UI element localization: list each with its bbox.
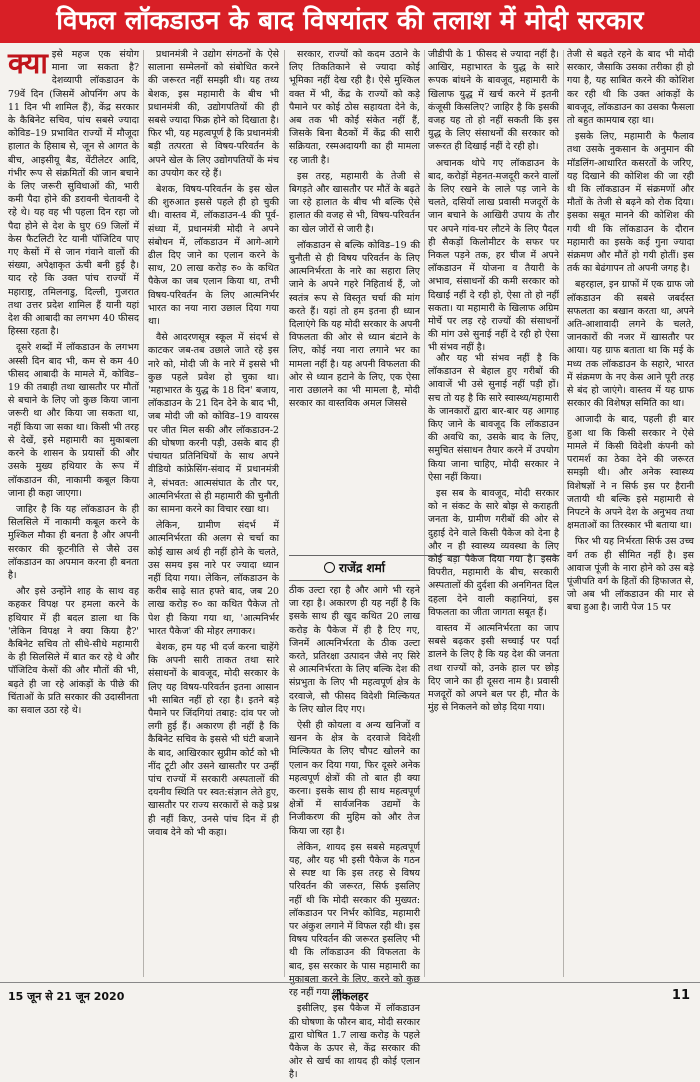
drop-cap: क्या (8, 46, 48, 80)
paragraph: लेकिन, शायद इस सबसे महत्वपूर्ण यह, और यह भी इसी पैकेज के गठन से स्पष्ट था कि इस तरह से विषय परिवर्तन की जरूरत, सिर्फ इसलिए नहीं थी कि मोदी सरकार की मुख्यत: लॉकडाउन पर निर्भर कोविड, महामारी पर अंकुश लगाने में विफल रही थी। इस विषय परिवर्तन की जरूरत इसलिए भी थी कि लॉकडाउन की विफलता के बाद, इस सरकार के पास महामारी का मुकाबला करने के लिए, करने को कुछ रह नहीं गया था। (289, 841, 421, 999)
page-number: 11 (671, 988, 690, 1003)
paragraph: और यह भी संभव नहीं है कि लॉकडाउन से बेहाल हुए गरीबों की आवाजें भी उसे सुनाई नहीं पड़ी हों। सच तो यह है कि सारे स्वास्थ्य/महामारी के जानकारों द्वारा बार-बार यह आगाह किए जाने के बावजूद कि लॉकडाउन की अवधि का, उसके बाद के लिए, समुचित संसाधन तैयार करने में उपयोग किया जाना चाहिए, मोदी सरकार ने ऐसा नहीं किया। (428, 353, 559, 483)
paragraph: और इसे उन्होंने शाह के साथ वह कहकर विपक्ष पर हमला करने के हथियार में ही बदल डाला था कि 'लेकिन विपक्ष ने क्या किया है?' कैबिनेट सचिव तो सीधे-सीधे महामारी के ही सिलसिले में बात कर रहे थे और पॉजिटिव केसों की और मौतों की भी, बढ़ते ही जा रहे आंकड़ों के पीछे की चिंताओं के प्रति सरकार की उदासीनता का सवाल उठा रहे थे। (8, 586, 139, 716)
page-footer (0, 982, 700, 1011)
paragraph: बहरहाल, इन ग्राफों में एक ग्राफ जो लॉकडाउन की सबसे जबर्दस्त सफलता का बखान करता था, अपने अति-आशावादी लगने के चलते, जानकारों की नजर में खासतौर पर आया। यह ग्राफ बताता था कि मई के मध्य तक लॉकडाउन के सहारे, भारत में संक्रमण के नए केस आने पूरी तरह से बंद हो जाएंगे। वास्तव में यह ग्राफ सरकार की विशेषज्ञ समिति का था। (567, 279, 694, 410)
article-column-3-top (289, 48, 420, 410)
paragraph: इस तरह, महामारी के तेजी से बिगड़ते और खासतौर पर मौतें के बढ़ते जा रहे हालात के बीच भी बल्कि ऐसे हालात की वजह से भी, विषय-परिवर्तन का खेल जोरों से जारी है। (289, 170, 420, 235)
paragraph: लेकिन, ग्रामीण संदर्भ में आत्मनिर्भरता की अलग से चर्चा का कोई खास अर्थ ही नहीं होने के चलते, उस समय इस नारे पर ज्यादा ध्यान नहीं दिया गया। लेकिन, लॉकडाउन के करीब साढ़े सात हफ्ते बाद, जब 20 लाख करोड़ रु० का कथित पैकेज तो पेश ही किया गया था, 'आत्मनिर्भर भारत पैकेज' की मोहर लगाकर। (148, 520, 279, 637)
publication-name: लोकलहर (331, 990, 369, 1003)
paragraph: प्रधानमंत्री ने उद्योग संगठनों के ऐसे सालाना सम्मेलनों को संबोधित करने की जरूरत नहीं समझी थी। यह तथ्य बेशक, इस महामारी के बीच भी प्रधानमंत्री की, उद्योगपतियों की ही सबसे ज्यादा फिक्र होने को दिखाता है। फिर भी, यह महत्वपूर्ण है कि प्रधानमंत्री बड़ी तत्परता से विषय-परिवर्तन के अपने खेल के लिए उद्योगपतियों के मंच का उपयोग कर रहे हैं। (148, 49, 279, 179)
paragraph: बेशक, विषय-परिवर्तन के इस खेल की शुरुआत इससे पहले ही हो चुकी थी। वास्तव में, लॉकडाउन-4 की पूर्व-संध्या में, प्रधानमंत्री मोदी ने अपने संबोधन में, लॉकडाउन में आगे-आगे ढील दिए जाने का एलान करने के साथ, 20 लाख करोड़ रु० के कथित पैकेज का जब एलान किया था, तभी विषय-परिवर्तन के लिए आत्मनिर्भर भारत का नया नारा उछाल दिया गया था। (148, 184, 279, 328)
byline-circle-icon (324, 562, 335, 573)
issue-date: 15 जून से 21 जून 2020 (8, 990, 125, 1003)
paragraph: इसीलिए, इस पैकेज में लॉकडाउन की घोषणा के फौरन बाद, मोदी सरकार द्वारा घोषित 1.7 लाख करोड़ के पहले पैकेज के ऊपर से, केंद्र सरकार की ओर से खर्च का शायद ही कोई एलान है। (289, 1003, 420, 1081)
headline: विफल लॉकडाउन के बाद विषयांतर की तलाश में मोदी सरकार (0, 0, 700, 43)
column-rule (563, 50, 564, 977)
paragraph: बेशक, हम यह भी दर्ज करना चाहेंगे कि अपनी सारी ताकत तथा सारे संसाधनों के बावजूद, मोदी सरकार के लिए यह विषय-परिवर्तन इतना आसान भी साबित नहीं हो रहा है। इतने बड़े पैमाने पर जिंदगियां तबाह: दांव पर जो लगी हुई हैं। अकारण ही नहीं है कि कैबिनेट सचिव के इससे भी घंटी बजाने के बाद, आखिरकार सुप्रीम कोर्ट को भी नींद टूटी और उसने खासतौर पर उन्हीं पांच राज्यों में सरकारी अस्पतालों की दयनीय स्थिति पर स्वत:संज्ञान लेते हुए, खासतौर पर राज्य सरकारों से कड़े प्रश्न ही नहीं किए, उनसे पांच दिन में ही जवाब देने को भी कहा। (148, 641, 279, 838)
paragraph: ऐसी ही कोयला व अन्य खनिजों व खनन के क्षेत्र के दरवाजे विदेशी मिल्कियत के लिए चौपट खोलने का एलान कर दिया गया, फिर दूसरे अनेक महत्वपूर्ण क्षेत्रों की तो बात ही क्या करना। इसके साथ ही साथ महत्वपूर्ण क्षेत्रों में सार्वजनिक उद्यमों के निजीकरण की मुहिम को और तेज किया जा रहा है। (289, 720, 420, 837)
byline-divider (289, 580, 420, 581)
paragraph: इस सब के बावजूद, मोदी सरकार को न संकट के सारे बोझ से कराहती जनता के, ग्रामीण गरीबों की ओर से दुहाई देने वाले किसी पैकेज को देना है और न ही स्वास्थ्य व्यवस्था के लिए कोई बड़ा पैकेज दिया गया है। इसके विपरीत, महामारी के बीच, सरकारी अस्पतालों की दुर्दशा की अनगिनत दिल दहला देने वाली कहानियां, इस विफलता का जीता जागता सबूत हैं। (428, 488, 559, 618)
paragraph: ठीक उल्टा रहा है और आगे भी रहने जा रहा है। अकारण ही यह नहीं है कि इसके साथ ही खुद कथित 20 लाख करोड़ के पैकेज में ही है टिए गए, जिनमें आत्मनिर्भरता के ठीक उल्टा करते, प्रतिरक्षा उत्पादन जैसे नए सिरे से आत्मनिर्भरता के लिए बल्कि देश की संप्रभुता के लिए भी महत्वपूर्ण क्षेत्र के दरवाजे, सौ फीसद विदेशी मिल्कियत के लिए खोल दिए गए। (289, 585, 420, 715)
paragraph: फिर भी यह निर्भरता सिर्फ उस उच्च वर्ग तक ही सीमित नहीं है। इस आवाज पूंजी के नारा होने को उस बड़े पूंजीपति वर्ग के हितों की हिफाजत से, जो अब भी लॉकडाउन की मार से बचा हुआ है। जारी पेज 15 पर (567, 536, 694, 614)
article-column-4-bottom (428, 352, 559, 979)
paragraph: इसे महज एक संयोग माना जा सकता है? देशव्यापी लॉकडाउन के 79वें दिन (जिसमें ओपनिंग अप के 11 दिन भी शामिल हैं), केंद्र सरकार के कैबिनेट सचिव, पांच सबसे ज्यादा कोविड–19 प्रभावित राज्यों में मौजूदा हालात के हिसाब से, जून से आगत के बीच, आइसीयू बैड, वेंटीलेटर आदि, गंभीर रूप से संक्रमितों की जान बचाने के लिए जरूरी सुविधाओं की, भारी कमी पैदा होने की डरावनी चेतावनी दे रहे थे। यह वह भी पहला दिन रहा जो पैदा होने से देश के घुए 69 जिलों में केस फैटलिटी रेट यानी पॉजिटिव पाए गए केसों में से जान गंवाने वालों की संख्या, अपेक्षाकृत ऊंची बनी हुई है। याद रहे कि उक्त पांच राज्यों में महाराष्ट्र, तमिलनाडु, दिल्ली, गुजरात तथा उत्तर प्रदेश शामिल हैं यानी यहां देश की आबादी का लगभग 40 फीसद हिस्सा रहता है। (8, 49, 139, 338)
article-column-1 (8, 48, 139, 979)
paragraph: सरकार, राज्यों को कदम उठाने के लिए तिकतिकाने से ज्यादा कोई भूमिका नहीं देख रही है। ऐसे मुश्किल वक्त में भी, केंद्र के राज्यों को कड़े पैमाने पर कोई ठोस सहायता देने के, अब तक भी कोई संकेत नहीं हैं, जिसके बिना बैठकों में केंद्र की सारी सक्रियता, रस्मअदायगी का ही मामला रह जाती है। (289, 49, 420, 166)
article-column-5 (567, 48, 694, 979)
paragraph: आजादी के बाद, पहली ही बार हुआ था कि किसी सरकार ने ऐसे मामले में किसी विदेशी कंपनी को परामर्श का ठेका देने की जरूरत समझी थी। और अनेक स्वास्थ्य विशेषज्ञों ने न सिर्फ इस पर हैरानी जतायी थी बल्कि इसे महामारी से निपटने के अपने देश के अनुभव तथा क्षमताओं का तिरस्कार भी बताया था। (567, 414, 694, 532)
byline (289, 557, 420, 579)
article-column-4-top (428, 48, 559, 354)
paragraph: वैसे आदरणसूत्र स्कूल में संदर्भ से काटकर जब-तब उछाले जाते रहे इस नारे को, मोदी जी के नारे में इससे भी कुछ पहले प्रवेश हो चुका था। 'महाभारत के युद्ध के 18 दिन' बजाय, लॉकडाउन के 21 दिन देने के बाद भी, जब मोदी जी को कोविड–19 वायरस पर जीत मिल सकी और लॉकडाउन-2 की घोषणा करनी पड़ी, उसके बाद ही पंचायत प्रतिनिधियों के साथ अपने वीडियो कांफ्रेसिंग-संवाद में प्रधानमंत्री ने, संभवत: आत्मसंघात के तौर पर, आत्मनिर्भरता से ही महामारी की चुनौती का सामना करने का विचार रखा था। (148, 332, 279, 515)
column-rule (143, 50, 144, 977)
paragraph: लॉकडाउन से बल्कि कोविड–19 की चुनौती से ही विषय परिवर्तन के लिए आत्मनिर्भरता के नारे का सहारा लिए जाने के अपने गहरे निहितार्थ हैं, जो स्वतंत्र रूप से विस्तृत चर्चा की मांग करते हैं। यहां तो हम इतना ही ध्यान दिलाएंगे कि यह मोदी सरकार के अपनी विफलता की ओर से ध्यान बंटाने के लिए, कोई नया नारा लगाने भर का मामला नहीं है। यह अपनी विफलता की ओर से ध्यान हटाने के लिए, एक ऐसा नारा उछालने का भी मामला है, मोदी सरकार का वास्तविक अमल जिससे (289, 239, 420, 410)
paragraph: अचानक थोपे गए लॉकडाउन के बाद, करोड़ों मेहनत-मजदूरी करने वालों के लिए रखने के लाले पड़ जाने के चलते, दसियों लाख प्रवासी मजदूरों के जान बचाने के आखिरी उपाय के तौर पर अपने गांव-घर लौटने के लिए पैदल ही सैकड़ों किलोमीटर के सफर पर निकल पड़ने तक, हर चीज में अपने लॉकडाउन में योजना व तैयारी के अभाव, संसाधनों की कमी सरकार को दिखाई नहीं दे रही हो, ऐसा तो हो नहीं सकता। या महामारी के खिलाफ अग्रिम मोर्चे पर लड़ रहे राज्यों की संसाधनों की मांग उसे सुनाई नहीं दे रही हो ऐसा भी संभव नहीं है। (428, 157, 559, 354)
column-rule (284, 50, 285, 977)
author-name: राजेंद्र शर्मा (339, 561, 385, 575)
article-column-2 (148, 48, 279, 979)
paragraph: जाहिर है कि यह लॉकडाउन के ही सिलसिले में नाकामी कबूल करने के मुश्किल मौका ही बनता है और अपनी सरकार की कूटनीति से जैसे उस लॉकडाउन का अपमान करना ही बनता है। (8, 503, 139, 581)
column-rule (424, 50, 425, 977)
paragraph: दूसरे शब्दों में लॉकडाउन के लगभग अस्सी दिन बाद भी, कम से कम 40 फीसद आबादी के मामले में, कोविड–19 की तबाही तथा खासतौर पर मौतों से बचाने के लिए जो कुछ किया जाना जरूरी था और किया जा सकता था, नहीं किया जा सका था। किसी भी तरह से देखें, इसे महामारी का मुकाबला करने के शासन के प्रयासों की और उसके मुख्य हथियार के रूप में लॉकडाउन की, नाकामी कबूल किया जाना ही कहा जाएगा। (8, 342, 139, 499)
paragraph: जीडीपी के 1 फीसद से ज्यादा नहीं है। आखिर, महाभारत के युद्ध के सारे रूपक बांधने के बावजूद, महामारी के खिलाफ युद्ध में खर्च करने में इतनी कंजूसी किसलिए? जाहिर है कि इसकी वजह यह तो हो नहीं सकती कि इस युद्ध के लिए संसाधनों की सरकार को जरूरत ही दिखाई नहीं दे रही हो। (428, 49, 559, 153)
paragraph: इसके लिए, महामारी के फैलाव तथा उसके नुकसान के अनुमान की मॉडलिंग-आधारित कसरतों के जरिए, यह दिखाने की कोशिश की जा रही थी कि लॉकडाउन में संक्रमणों और मौतों के तेजी से बढ़ने को रोक दिया। इसका सबूत मानने की कोशिश की गयी थी कि लॉकडाउन के दौरान महामारी का इसके कई गुना ज्यादा संक्रमण और मौतें हो गयी होतीं। इस तर्क का बेढंगापन तो अपनी जगह है। (567, 131, 694, 275)
paragraph: तेजी से बढ़ते रहने के बाद भी मोदी सरकार, जैसाकि उसका तरीका ही हो गया है, यह साबित करने की कोशिश कर रही थी कि उक्त आंकड़ों के बावजूद, लॉकडाउन का उसका फैसला तो बहुत कामयाब रहा था। (567, 49, 694, 127)
paragraph: वास्तव में आत्मनिर्भरता का जाप सबसे बढ़कर इसी सच्चाई पर पर्दा डालने के लिए है कि यह देश की जनता तथा राज्यों को, उनके हाल पर छोड़ दिए जाने का ही दूसरा नाम है। प्रवासी मजदूरों को अपने बल पर ही, मौत के मुंह से निकलने को छोड़ दिया गया। (428, 623, 559, 714)
